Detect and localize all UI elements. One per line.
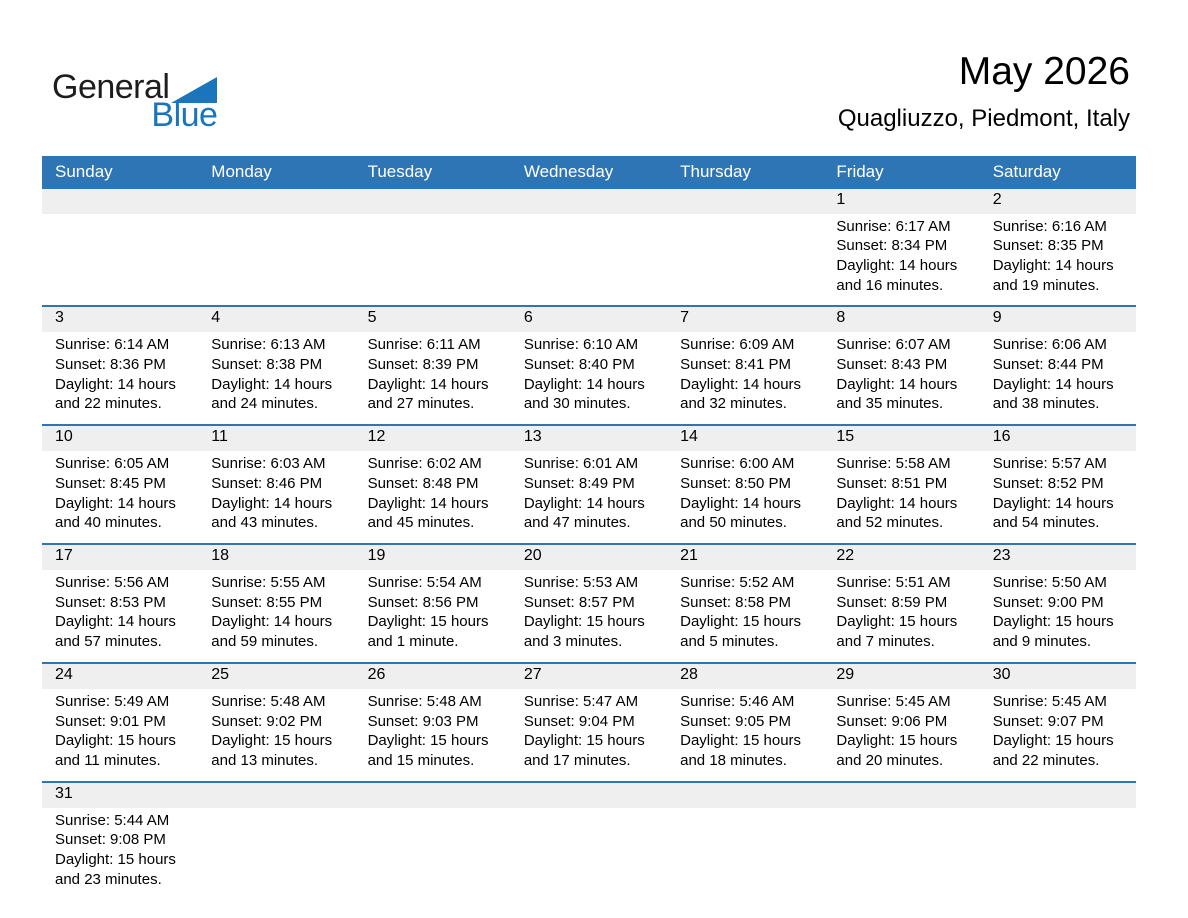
day-info-line: Sunrise: 5:56 AM — [55, 573, 170, 591]
day-info-line: Sunset: 8:34 PM — [836, 237, 948, 255]
day-info-line: and 45 minutes. — [367, 514, 475, 532]
day-cell — [42, 189, 198, 306]
week-row — [42, 662, 1136, 781]
day-number: 6 — [511, 307, 667, 332]
weekday-header-cell: Friday — [836, 162, 884, 182]
day-info — [667, 214, 823, 296]
day-info — [198, 451, 354, 543]
day-info-line: and 22 minutes. — [55, 395, 162, 413]
day-info-line: Sunrise: 6:16 AM — [992, 217, 1107, 235]
day-info-line: Sunrise: 5:58 AM — [836, 455, 951, 473]
day-info-line: Daylight: 14 hours — [680, 375, 802, 393]
day-info-line: Sunset: 8:59 PM — [836, 593, 948, 611]
week-row — [42, 424, 1136, 543]
logo-line-2 — [52, 98, 217, 132]
day-number — [198, 189, 354, 214]
day-info-line: Sunset: 9:02 PM — [211, 712, 323, 730]
day-number: 15 — [823, 426, 979, 451]
day-info-line: and 38 minutes. — [992, 395, 1100, 413]
day-number: 25 — [198, 664, 354, 689]
day-cell — [980, 664, 1136, 781]
day-info-line: Daylight: 14 hours — [992, 256, 1114, 274]
day-number: 24 — [42, 664, 198, 689]
day-info-line: and 22 minutes. — [992, 751, 1100, 769]
day-info-line: Sunrise: 6:13 AM — [211, 336, 326, 354]
weekday-header-row — [42, 156, 1136, 189]
day-cell — [355, 189, 511, 306]
day-info-line: Sunset: 9:08 PM — [55, 831, 166, 849]
day-info-line: and 23 minutes. — [55, 870, 162, 888]
day-info-line: and 20 minutes. — [836, 751, 944, 769]
day-info — [980, 332, 1136, 424]
weekday-header-cell: Wednesday — [523, 162, 614, 182]
day-info — [667, 689, 823, 781]
day-number: 3 — [42, 307, 198, 332]
day-info-line: Sunset: 8:43 PM — [836, 356, 948, 374]
day-number — [511, 189, 667, 214]
day-info — [42, 332, 198, 424]
day-info-line: Sunrise: 5:54 AM — [367, 573, 482, 591]
day-info-line: Sunrise: 6:07 AM — [836, 336, 951, 354]
day-info — [355, 570, 511, 662]
day-number: 20 — [511, 545, 667, 570]
day-info-line: Sunset: 8:40 PM — [523, 356, 635, 374]
day-info-line: Sunset: 8:48 PM — [367, 474, 479, 492]
day-number: 21 — [667, 545, 823, 570]
day-info — [355, 214, 511, 296]
day-number: 14 — [667, 426, 823, 451]
day-info-line: and 5 minutes. — [680, 633, 779, 651]
day-info — [823, 332, 979, 424]
day-info-line: Sunrise: 5:57 AM — [992, 455, 1107, 473]
day-number: 18 — [198, 545, 354, 570]
day-info — [198, 689, 354, 781]
day-cell — [511, 545, 667, 662]
day-info-line: and 35 minutes. — [836, 395, 944, 413]
day-info-line: Sunset: 9:03 PM — [367, 712, 479, 730]
day-info-line: Daylight: 15 hours — [836, 732, 958, 750]
day-info — [355, 808, 511, 890]
day-cell — [42, 426, 198, 543]
day-info-line: and 40 minutes. — [55, 514, 162, 532]
day-info — [823, 570, 979, 662]
day-info — [511, 451, 667, 543]
day-info-line: Daylight: 14 hours — [680, 494, 802, 512]
day-info-line: Sunset: 8:36 PM — [55, 356, 166, 374]
day-info-line: and 32 minutes. — [680, 395, 787, 413]
day-number — [980, 783, 1136, 808]
day-info-line: Daylight: 15 hours — [523, 613, 645, 631]
day-info-line: Daylight: 15 hours — [367, 613, 489, 631]
day-cell — [42, 664, 198, 781]
day-number — [667, 783, 823, 808]
day-info-line: and 15 minutes. — [367, 751, 475, 769]
day-info-line: and 13 minutes. — [211, 751, 319, 769]
day-info-line: Daylight: 15 hours — [992, 732, 1114, 750]
day-info — [980, 689, 1136, 781]
day-info-line: Sunset: 8:50 PM — [680, 474, 792, 492]
day-info — [823, 808, 979, 890]
day-number: 5 — [355, 307, 511, 332]
day-info-line: Sunset: 8:58 PM — [680, 593, 792, 611]
day-info-line: Daylight: 14 hours — [992, 375, 1114, 393]
day-cell — [667, 189, 823, 306]
general-blue-logo — [52, 70, 217, 132]
day-info-line: Daylight: 14 hours — [836, 256, 958, 274]
day-info-line: Sunset: 8:56 PM — [367, 593, 479, 611]
calendar-table — [42, 156, 1136, 900]
day-info-line: Daylight: 14 hours — [992, 494, 1114, 512]
day-info-line: Sunrise: 5:48 AM — [211, 692, 326, 710]
day-info-line: Sunrise: 6:05 AM — [55, 455, 170, 473]
day-number: 10 — [42, 426, 198, 451]
day-cell — [511, 189, 667, 306]
day-cell — [823, 545, 979, 662]
week-row — [42, 305, 1136, 424]
day-info — [42, 214, 198, 296]
day-cell — [980, 307, 1136, 424]
day-info — [198, 808, 354, 890]
day-number — [355, 189, 511, 214]
day-info-line: Sunrise: 6:03 AM — [211, 455, 326, 473]
day-info-line: and 16 minutes. — [836, 276, 944, 294]
day-info-line: and 9 minutes. — [992, 633, 1092, 651]
day-cell — [198, 664, 354, 781]
day-number: 23 — [980, 545, 1136, 570]
day-info-line: Sunrise: 5:52 AM — [680, 573, 795, 591]
day-cell — [355, 783, 511, 900]
title-block — [838, 48, 1130, 134]
day-number: 9 — [980, 307, 1136, 332]
weekday-header-cell: Saturday — [992, 162, 1061, 182]
day-info-line: Sunset: 8:51 PM — [836, 474, 948, 492]
location-subtitle: Quagliuzzo, Piedmont, Italy — [837, 104, 1130, 132]
day-info-line: Daylight: 15 hours — [367, 732, 489, 750]
day-info — [511, 214, 667, 296]
day-cell — [823, 189, 979, 306]
day-info — [667, 451, 823, 543]
logo-text-general: General — [52, 68, 170, 106]
day-cell — [511, 783, 667, 900]
day-number: 2 — [980, 189, 1136, 214]
day-info-line: and 30 minutes. — [523, 395, 631, 413]
day-info — [42, 689, 198, 781]
day-info-line: Sunset: 8:46 PM — [211, 474, 323, 492]
day-number: 16 — [980, 426, 1136, 451]
day-cell — [980, 189, 1136, 306]
day-info — [198, 332, 354, 424]
day-number: 28 — [667, 664, 823, 689]
day-info — [980, 570, 1136, 662]
day-cell — [198, 189, 354, 306]
day-info — [42, 451, 198, 543]
day-info-line: Daylight: 15 hours — [680, 613, 802, 631]
day-info-line: Sunrise: 6:01 AM — [523, 455, 639, 473]
day-info-line: and 47 minutes. — [523, 514, 631, 532]
day-info-line: and 7 minutes. — [836, 633, 935, 651]
day-info-line: Daylight: 14 hours — [55, 494, 176, 512]
day-cell — [198, 545, 354, 662]
day-info-line: and 17 minutes. — [523, 751, 631, 769]
day-info-line: and 24 minutes. — [211, 395, 319, 413]
day-info-line: and 57 minutes. — [55, 633, 162, 651]
week-row — [42, 781, 1136, 900]
day-info-line: Sunset: 8:38 PM — [211, 356, 323, 374]
day-info-line: Sunrise: 6:11 AM — [367, 336, 481, 354]
day-cell — [667, 545, 823, 662]
day-info-line: Sunrise: 6:02 AM — [367, 455, 482, 473]
day-cell — [355, 545, 511, 662]
day-info — [823, 689, 979, 781]
day-info — [980, 808, 1136, 890]
day-cell — [823, 426, 979, 543]
weekday-header-cell: Sunday — [55, 162, 113, 182]
day-number: 19 — [355, 545, 511, 570]
day-info-line: Daylight: 14 hours — [367, 494, 489, 512]
day-cell — [511, 307, 667, 424]
weekday-header-cell: Monday — [211, 162, 272, 182]
day-info-line: and 11 minutes. — [55, 751, 161, 769]
day-info-line: and 59 minutes. — [211, 633, 319, 651]
day-info — [667, 570, 823, 662]
day-info — [511, 332, 667, 424]
day-cell — [511, 426, 667, 543]
day-cell — [42, 545, 198, 662]
day-cell — [355, 307, 511, 424]
day-info-line: Sunset: 8:39 PM — [367, 356, 479, 374]
day-info — [823, 214, 979, 306]
day-info-line: Sunrise: 5:46 AM — [680, 692, 795, 710]
day-number: 30 — [980, 664, 1136, 689]
day-info-line: Daylight: 14 hours — [523, 494, 645, 512]
day-info-line: Daylight: 14 hours — [836, 494, 958, 512]
day-info — [42, 570, 198, 662]
day-info — [355, 451, 511, 543]
day-info-line: and 54 minutes. — [992, 514, 1100, 532]
day-number — [511, 783, 667, 808]
day-info-line: Sunrise: 6:00 AM — [680, 455, 795, 473]
day-info-line: Sunrise: 5:49 AM — [55, 692, 170, 710]
day-info-line: Sunset: 8:52 PM — [992, 474, 1104, 492]
day-info-line: Sunrise: 5:55 AM — [211, 573, 326, 591]
day-number — [355, 783, 511, 808]
day-info-line: Sunrise: 6:09 AM — [680, 336, 795, 354]
day-info-line: and 18 minutes. — [680, 751, 787, 769]
day-info-line: Daylight: 14 hours — [836, 375, 958, 393]
day-info-line: Daylight: 14 hours — [367, 375, 489, 393]
weeks-container — [42, 189, 1136, 900]
day-number: 29 — [823, 664, 979, 689]
day-info-line: Daylight: 15 hours — [836, 613, 958, 631]
day-cell — [823, 783, 979, 900]
week-row — [42, 189, 1136, 306]
day-cell — [980, 426, 1136, 543]
day-number: 27 — [511, 664, 667, 689]
month-title: May 2026 — [958, 50, 1130, 93]
day-info-line: Sunrise: 5:44 AM — [55, 811, 170, 829]
day-info-line: and 19 minutes. — [992, 276, 1100, 294]
day-info-line: Sunset: 8:41 PM — [680, 356, 792, 374]
day-cell — [823, 664, 979, 781]
day-cell — [980, 545, 1136, 662]
page-header — [0, 0, 1188, 134]
day-info-line: and 3 minutes. — [523, 633, 623, 651]
day-info — [667, 808, 823, 890]
day-cell — [823, 307, 979, 424]
day-info — [198, 570, 354, 662]
day-info-line: Sunset: 8:35 PM — [992, 237, 1104, 255]
day-cell — [198, 783, 354, 900]
day-number: 31 — [42, 783, 198, 808]
day-number: 7 — [667, 307, 823, 332]
day-info-line: Daylight: 15 hours — [992, 613, 1114, 631]
day-info — [511, 689, 667, 781]
day-info-line: Daylight: 15 hours — [680, 732, 802, 750]
day-info-line: Sunset: 8:55 PM — [211, 593, 323, 611]
day-info-line: Sunrise: 5:48 AM — [367, 692, 482, 710]
day-cell — [667, 783, 823, 900]
day-info-line: Daylight: 15 hours — [55, 732, 176, 750]
day-info-line: Sunrise: 5:45 AM — [992, 692, 1107, 710]
weekday-header-cell: Tuesday — [367, 162, 433, 182]
day-cell — [667, 426, 823, 543]
day-info-line: Sunrise: 6:17 AM — [836, 217, 951, 235]
day-info-line: and 50 minutes. — [680, 514, 787, 532]
day-info-line: Sunset: 9:01 PM — [55, 712, 166, 730]
day-info-line: Sunrise: 5:53 AM — [523, 573, 639, 591]
day-info-line: Daylight: 14 hours — [211, 375, 333, 393]
day-info-line: Daylight: 14 hours — [211, 613, 333, 631]
day-info-line: Sunset: 8:49 PM — [523, 474, 635, 492]
day-number: 1 — [823, 189, 979, 214]
day-info — [667, 332, 823, 424]
day-info-line: Sunset: 8:57 PM — [523, 593, 635, 611]
weekday-header-cell: Thursday — [680, 162, 751, 182]
day-cell — [511, 664, 667, 781]
day-info-line: Sunset: 8:44 PM — [992, 356, 1104, 374]
day-number: 22 — [823, 545, 979, 570]
day-number: 11 — [198, 426, 354, 451]
day-info-line: Daylight: 15 hours — [523, 732, 645, 750]
day-number — [667, 189, 823, 214]
day-number: 17 — [42, 545, 198, 570]
day-info-line: and 43 minutes. — [211, 514, 319, 532]
day-number — [198, 783, 354, 808]
day-info-line: Sunrise: 5:51 AM — [836, 573, 951, 591]
day-cell — [355, 426, 511, 543]
day-info — [198, 214, 354, 296]
day-cell — [42, 307, 198, 424]
day-cell — [42, 783, 198, 900]
day-info-line: Daylight: 15 hours — [55, 851, 176, 869]
day-info-line: Sunrise: 5:50 AM — [992, 573, 1107, 591]
day-info-line: Daylight: 14 hours — [211, 494, 333, 512]
day-info-line: Sunrise: 6:14 AM — [55, 336, 170, 354]
day-info-line: Daylight: 15 hours — [211, 732, 333, 750]
day-number: 26 — [355, 664, 511, 689]
day-info-line: and 1 minute. — [367, 633, 459, 651]
day-number — [823, 783, 979, 808]
day-info — [511, 808, 667, 890]
day-cell — [198, 426, 354, 543]
day-info-line: Sunset: 9:04 PM — [523, 712, 635, 730]
day-info — [511, 570, 667, 662]
day-number: 4 — [198, 307, 354, 332]
day-cell — [355, 664, 511, 781]
week-row — [42, 543, 1136, 662]
day-info-line: Sunrise: 6:06 AM — [992, 336, 1107, 354]
day-info — [355, 332, 511, 424]
day-cell — [667, 664, 823, 781]
day-info-line: Sunrise: 5:47 AM — [523, 692, 639, 710]
day-info — [42, 808, 198, 900]
day-info — [980, 451, 1136, 543]
day-info-line: Sunrise: 5:45 AM — [836, 692, 951, 710]
day-cell — [980, 783, 1136, 900]
day-info-line: Daylight: 14 hours — [55, 375, 176, 393]
day-info — [980, 214, 1136, 306]
day-info-line: and 27 minutes. — [367, 395, 475, 413]
day-info-line: Sunrise: 6:10 AM — [523, 336, 639, 354]
day-info-line: Sunset: 9:07 PM — [992, 712, 1104, 730]
day-number — [42, 189, 198, 214]
day-info-line: Daylight: 14 hours — [523, 375, 645, 393]
day-info-line: and 52 minutes. — [836, 514, 944, 532]
day-info — [355, 689, 511, 781]
day-info-line: Sunset: 9:06 PM — [836, 712, 948, 730]
logo-text-blue: Blue — [151, 96, 218, 134]
day-info — [823, 451, 979, 543]
day-info-line: Sunset: 9:05 PM — [680, 712, 792, 730]
day-number: 8 — [823, 307, 979, 332]
day-info-line: Sunset: 8:53 PM — [55, 593, 166, 611]
day-cell — [667, 307, 823, 424]
day-number: 13 — [511, 426, 667, 451]
day-info-line: Sunset: 9:00 PM — [992, 593, 1104, 611]
day-info-line: Daylight: 14 hours — [55, 613, 176, 631]
day-cell — [198, 307, 354, 424]
day-info-line: Sunset: 8:45 PM — [55, 474, 166, 492]
day-number: 12 — [355, 426, 511, 451]
